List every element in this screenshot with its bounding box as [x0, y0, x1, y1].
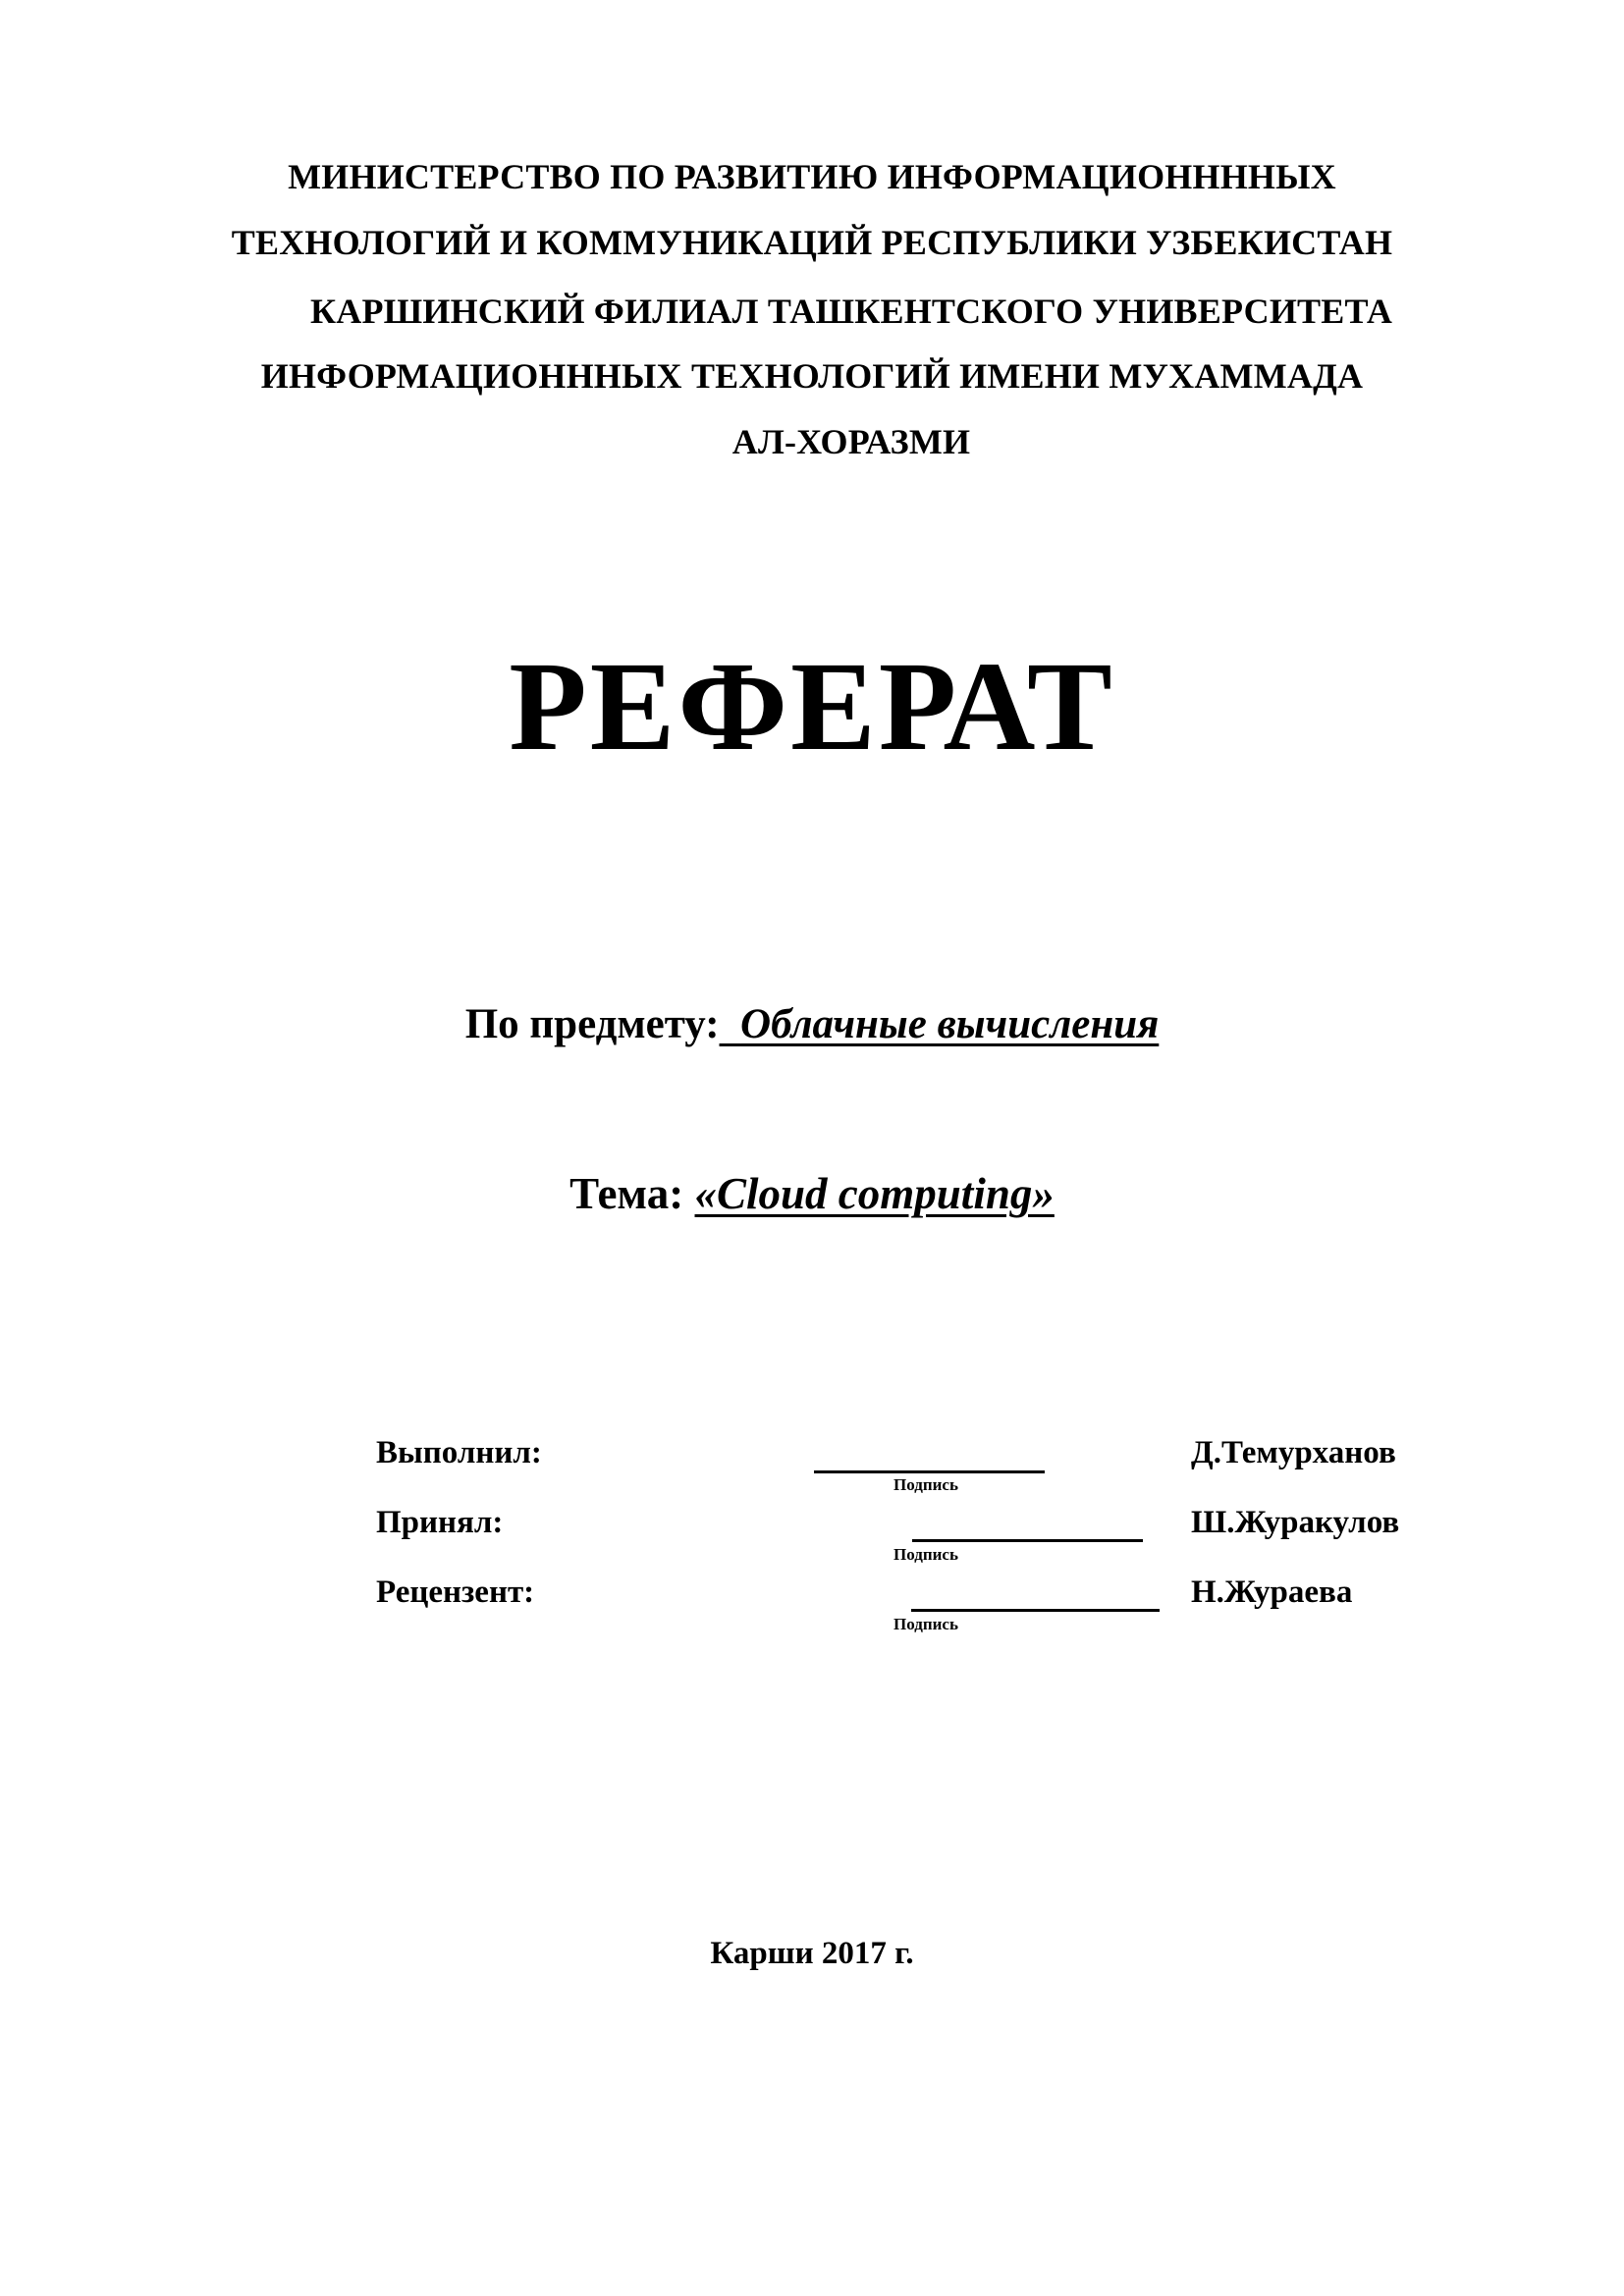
signature-name-2: Ш.Журакулов — [1191, 1505, 1400, 1540]
signature-caption-3: Подпись — [893, 1615, 958, 1633]
footer-city-year: Карши 2017 г. — [710, 1936, 914, 1971]
signature-role-3: Рецензент: — [376, 1575, 535, 1610]
signature-role-1: Выполнил: — [376, 1435, 542, 1470]
subject-value: Облачные вычисления — [740, 1001, 1160, 1047]
signature-line-2 — [912, 1539, 1143, 1542]
signature-line-3 — [911, 1609, 1160, 1612]
topic-row — [0, 1166, 1624, 1221]
signature-caption-1: Подпись — [893, 1475, 958, 1494]
subject-label: По предмету: — [464, 1001, 720, 1047]
signature-name-1: Д.Темурханов — [1191, 1435, 1396, 1470]
topic-value: «Cloud computing» — [694, 1169, 1055, 1218]
header-line-2: ТЕХНОЛОГИЙ И КОММУНИКАЦИЙ РЕСПУБЛИКИ УЗБЕКИСТАН — [231, 223, 1393, 262]
signature-caption-2: Подпись — [893, 1545, 958, 1564]
signature-name-3: Н.Жураева — [1191, 1575, 1353, 1610]
document-type-title: РЕФЕРАТ — [509, 636, 1115, 777]
header-line-3: КАРШИНСКИЙ ФИЛИАЛ ТАШКЕНТСКОГО УНИВЕРСИТЕТА — [309, 292, 1393, 331]
subject-row — [0, 997, 1624, 1052]
topic-label: Тема: — [569, 1169, 684, 1218]
header-line-4: ИНФОРМАЦИОНННЫХ ТЕХНОЛОГИЙ ИМЕНИ МУХАММАДА — [260, 356, 1364, 396]
header-line-5: АЛ-ХОРАЗМИ — [731, 422, 971, 461]
signature-line-1 — [814, 1470, 1045, 1473]
header-line-1: МИНИСТЕРСТВО ПО РАЗВИТИЮ ИНФОРМАЦИОННННЫХ — [288, 157, 1336, 196]
signature-role-2: Принял: — [376, 1505, 504, 1540]
